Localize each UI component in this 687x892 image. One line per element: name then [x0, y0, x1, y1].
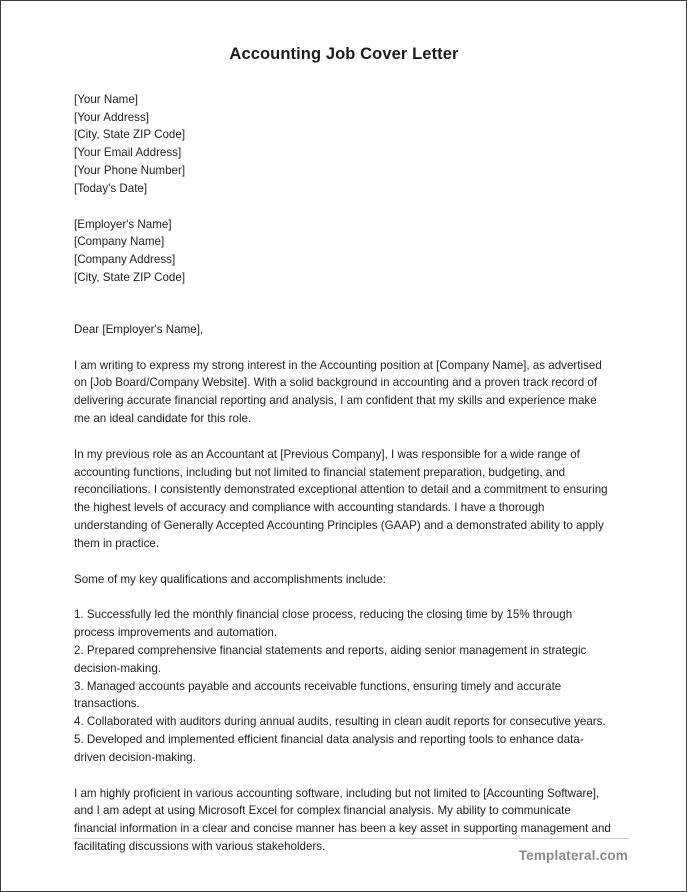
footer-brand-watermark: Templateral.com — [518, 848, 628, 863]
recipient-address-line: [Company Address] — [74, 253, 176, 267]
body-paragraph-3: I am highly proficient in various accounting software, including but not limited to [Accounting Software], and I am adept at using Microsoft Excel for complex financial analysis. My ability to communicate financial information in a clear and concise manner has been a key asset in supporting management and facilitating discussions with various stakeholders. — [74, 786, 611, 853]
sender-address-line: [Today's Date] — [74, 181, 148, 195]
sender-address-line: [Your Email Address] — [74, 146, 182, 160]
qualification-item: 1. Successfully led the monthly financial close process, reducing the closing time by 15% through process improvements and automation. — [74, 608, 573, 640]
qualification-item: 2. Prepared comprehensive financial statements and reports, aiding senior management in strategic decision-making. — [74, 643, 587, 675]
sender-address-line: [Your Address] — [74, 110, 149, 124]
page-footer — [73, 838, 629, 863]
recipient-address-line: [City, State ZIP Code] — [74, 270, 186, 284]
sender-address-line: [Your Phone Number] — [74, 163, 186, 177]
qualification-item: 4. Collaborated with auditors during annual audits, resulting in clean audit reports for consecutive years. — [74, 715, 606, 729]
qualifications-intro: Some of my key qualifications and accomplishments include: — [74, 572, 386, 586]
recipient-address-block — [74, 216, 614, 287]
body-paragraph-1: I am writing to express my strong interest in the Accounting position at [Company Name], as advertised on [Job Board/Company Website]. With a solid background in accounting and a proven track record of delivering accurate financial reporting and analysis, I am confident that my skills and experience make me an ideal candidate for this role. — [74, 358, 602, 425]
qualifications-list — [74, 606, 614, 766]
sender-address-block — [74, 91, 614, 198]
body-paragraph-2: In my previous role as an Accountant at [Previous Company], I was responsible for a wide range of accounting functions, including but not limited to financial statement preparation, budgeting, and reconciliations. I consistently demonstrated exceptional attention to detail and a commitment to ensuring the highest levels of accuracy and compliance with accounting standards. I have a thorough understanding of Generally Accepted Accounting Principles (GAAP) and a demonstrated ability to apply them in practice. — [74, 447, 608, 550]
block-spacer — [74, 305, 614, 321]
footer-divider — [73, 838, 629, 839]
salutation: Dear [Employer's Name], — [74, 322, 204, 336]
sender-address-line: [City, State ZIP Code] — [74, 128, 186, 142]
document-sheet — [1, 1, 686, 891]
qualification-item: 3. Managed accounts payable and accounts receivable functions, ensuring timely and accurate transactions. — [74, 679, 562, 711]
recipient-address-line: [Employer's Name] — [74, 217, 172, 231]
page-title: Accounting Job Cover Letter — [229, 45, 459, 63]
sender-address-line: [Your Name] — [74, 92, 139, 106]
recipient-address-line: [Company Name] — [74, 235, 165, 249]
qualification-item: 5. Developed and implemented efficient financial data analysis and reporting tools to enhance data-driven decision-making. — [74, 732, 584, 764]
